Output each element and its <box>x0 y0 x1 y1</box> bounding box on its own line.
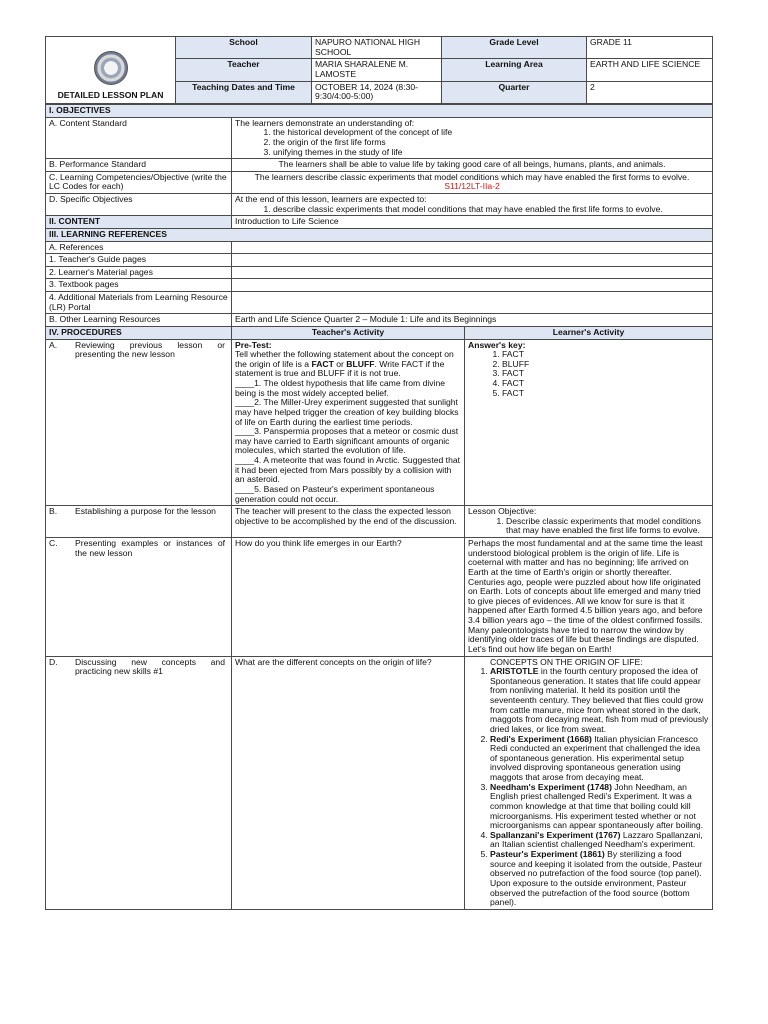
grade-value: GRADE 11 <box>587 37 713 59</box>
area-value: EARTH AND LIFE SCIENCE <box>587 59 713 81</box>
list-item: 3. unifying themes in the study of life <box>273 148 709 158</box>
answer-item: 4. FACT <box>502 379 709 389</box>
procedure-c-learner: Perhaps the most fundamental and at the same time the least understood biological problem is the origin of life. Life is coeternal with matter and has no beginning; life arrived on Earth at the time of Earth's origin or shortly thereafter. Centuries ago, people were puzzled about how life originated on Earth. Lots of concepts about life emerged and many tried to give pieces of evidences. All we know for sure is that it happened after Earth formed 4.5 billion years ago, and before 3.4 billion years ago – the time of the oldest confirmed fossils. Many paleontologists have tried to narrow the window by identifying older traces of life but these findings are disputed. Let's find out how life began on Earth! <box>465 538 713 657</box>
lc-code: S11/12LT-IIa-2 <box>444 181 500 192</box>
other-resources-label: B. Other Learning Resources <box>46 314 232 327</box>
specific-objectives-value <box>232 194 713 216</box>
concept-item: 2. Redi's Experiment (1668) Italian physician Francesco Redi conducted an experiment that challenged the idea of spontaneous generation. His experimental setup involved disproving spontaneous generation using maggots that arose from decaying meat. <box>490 735 709 783</box>
content-standard-label: A. Content Standard <box>46 117 232 159</box>
content-standard-value <box>232 117 713 159</box>
content-standard-intro: The learners demonstrate an understanding of: <box>235 117 415 128</box>
competency-text: The learners describe classic experiments that model conditions which may have enabled the first forms to evolve. <box>254 171 690 182</box>
pretest-item: ____1. The oldest hypothesis that life came from divine being is the most widely accepted belief. <box>235 378 446 398</box>
teachers-guide-label: 1. Teacher's Guide pages <box>46 254 232 267</box>
concept-item: 4. Spallanzani's Experiment (1767) Lazzaro Spallanzani, an Italian scientist challenged Needham's experiment. <box>490 831 709 850</box>
dates-value: OCTOBER 14, 2024 (8:30-9:30/4:00-5:00) <box>312 81 442 103</box>
lr-portal-label: 4. Additional Materials from Learning Resource (LR) Portal <box>46 292 232 314</box>
concept-item: 1. ARISTOTLE in the fourth century proposed the idea of Spontaneous generation. It states that life could appear from nonliving material. It held its position until the seventeenth century. They believed that flies could grow from cattle manure, mice from wheat stored in the dark, maggots from decaying meat, fish from mud of previously dried lakes, or lice from sweat. <box>490 667 709 734</box>
deped-seal-icon <box>94 51 128 85</box>
procedure-b-learner <box>465 506 713 538</box>
answer-item: 3. FACT <box>502 369 709 379</box>
lesson-plan-table <box>45 104 713 910</box>
learners-material-label: 2. Learner's Material pages <box>46 266 232 279</box>
procedure-a-label: A. Reviewing previous lesson or presenting the new lesson <box>46 339 232 506</box>
answer-key-title: Answer's key: <box>468 339 526 350</box>
competency-value <box>232 171 713 193</box>
list-item: 1. Describe classic experiments that model conditions that may have enabled the first life forms to evolve. <box>506 517 709 536</box>
concepts-title: CONCEPTS ON THE ORIGIN OF LIFE: <box>490 656 643 667</box>
dates-label: Teaching Dates and Time <box>176 81 312 103</box>
objectives-heading: I. OBJECTIVES <box>46 105 713 118</box>
lesson-objective-title: Lesson Objective: <box>468 506 537 517</box>
content-value: Introduction to Life Science <box>232 216 713 229</box>
teacher-value: MARIA SHARALENE M. LAMOSTE <box>312 59 442 81</box>
concept-item: 5. Pasteur's Experiment (1861) By sterilizing a food source and keeping it isolated from the outside, Pasteur observed no putrefaction of the food source (top panel). Upon exposure to the outside environment, Pasteur observed the putrefaction of the food source (bottom panel). <box>490 850 709 908</box>
competency-label: C. Learning Competencies/Objective (write the LC Codes for each) <box>46 171 232 193</box>
other-resources-value: Earth and Life Science Quarter 2 – Module 1: Life and its Beginnings <box>232 314 713 327</box>
procedure-c-label: C. Presenting examples or instances of the new lesson <box>46 538 232 657</box>
header-table <box>45 36 713 104</box>
procedure-d-learner <box>465 656 713 909</box>
area-label: Learning Area <box>442 59 587 81</box>
list-item: 1. the historical development of the concept of life <box>273 128 709 138</box>
procedures-heading: IV. PROCEDURES <box>46 326 232 339</box>
list-item: 1. describe classic experiments that model conditions that may have enabled the first life forms to evolve. <box>273 205 709 215</box>
answer-item: 1. FACT <box>502 350 709 360</box>
pretest-item: ____2. The Miller-Urey experiment suggested that sunlight may have helped trigger the creation of key building blocks of life on Earth during the earliest time periods. <box>235 397 459 427</box>
specific-intro: At the end of this lesson, learners are expected to: <box>235 194 427 204</box>
procedure-b-label: B. Establishing a purpose for the lesson <box>46 506 232 538</box>
answer-item: 2. BLUFF <box>502 360 709 370</box>
references-label: A. References <box>46 241 232 254</box>
procedure-d-label: D. Discussing new concepts and practicing new skills #1 <box>46 656 232 909</box>
procedure-b-teacher: The teacher will present to the class the expected lesson objective to be accomplished by the end of the discussion. <box>232 506 465 538</box>
pretest-intro: Tell whether the following statement about the concept on the origin of life is a FACT or BLUFF. Write FACT if the statement is true and BLUFF if it is not true. <box>235 349 454 379</box>
school-label: School <box>176 37 312 59</box>
plan-title: DETAILED LESSON PLAN <box>57 90 164 101</box>
concept-item: 3. Needham's Experiment (1748) John Needham, an English priest challenged Redi's Experiment. It was a common knowledge at that time that boiling could kill microorganisms. His experiment tested whether or not microorganisms can appear spontaneously after boiling. <box>490 783 709 831</box>
content-heading: II. CONTENT <box>46 216 232 229</box>
answer-key-cell <box>465 339 713 506</box>
logo-cell <box>46 37 176 104</box>
quarter-value: 2 <box>587 81 713 103</box>
performance-standard-label: B. Performance Standard <box>46 159 232 172</box>
pretest-title: Pre-Test: <box>235 339 272 350</box>
specific-objectives-label: D. Specific Objectives <box>46 194 232 216</box>
answer-item: 5. FACT <box>502 389 709 399</box>
pretest-item: ____3. Panspermia proposes that a meteor or cosmic dust may have carried to Earth significant amounts of organic molecules, which started the evolution of life. <box>235 426 459 456</box>
procedure-c-teacher: How do you think life emerges in our Earth? <box>232 538 465 657</box>
pretest-cell <box>232 339 465 506</box>
teacher-activity-heading: Teacher's Activity <box>232 326 465 339</box>
quarter-label: Quarter <box>442 81 587 103</box>
pretest-item: ____5. Based on Pasteur's experiment spontaneous generation could not occur. <box>235 483 435 504</box>
performance-standard-value: The learners shall be able to value life by taking good care of all beings, humans, plants, and animals. <box>232 159 713 172</box>
references-heading: III. LEARNING REFERENCES <box>46 228 713 241</box>
pretest-item: ____4. A meteorite that was found in Arctic. Suggested that it had been ejected from Mars possibly by a collision with an asteroid. <box>235 455 461 485</box>
teacher-label: Teacher <box>176 59 312 81</box>
school-value: NAPURO NATIONAL HIGH SCHOOL <box>312 37 442 59</box>
learner-activity-heading: Learner's Activity <box>465 326 713 339</box>
textbook-label: 3. Textbook pages <box>46 279 232 292</box>
grade-label: Grade Level <box>442 37 587 59</box>
list-item: 2. the origin of the first life forms <box>273 138 709 148</box>
procedure-d-teacher: What are the different concepts on the origin of life? <box>232 656 465 909</box>
